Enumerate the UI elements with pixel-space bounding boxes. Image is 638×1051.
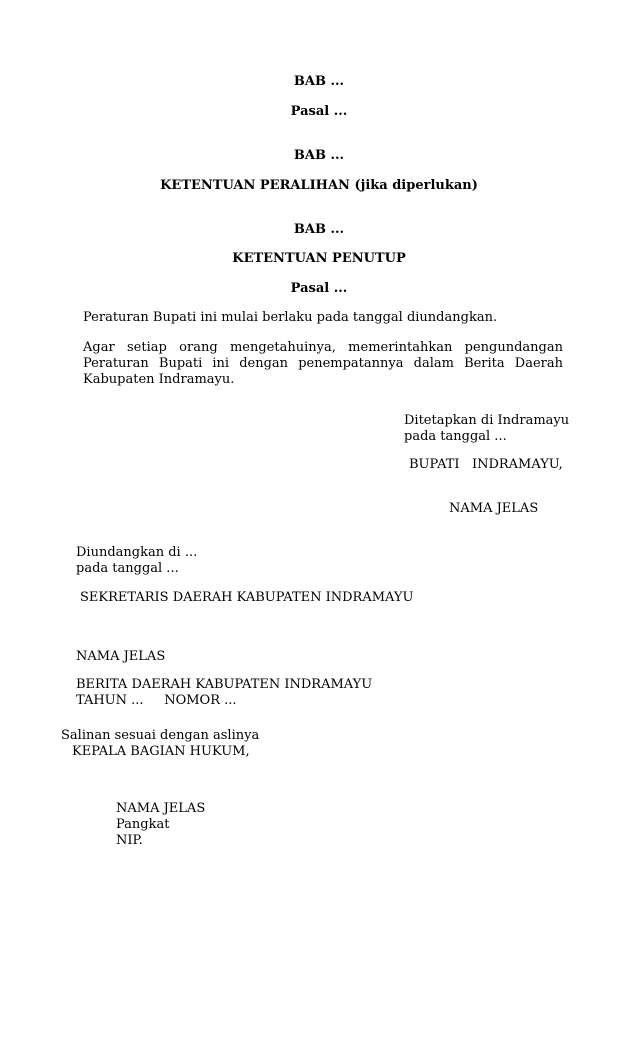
paragraph-berlaku: Peraturan Bupati ini mulai berlaku pada tanggal diundangkan. <box>83 310 498 325</box>
kabag-nip: NIP. <box>116 833 143 848</box>
kabag-signature-block <box>116 801 205 849</box>
ketentuan-peralihan-heading: KETENTUAN PERALIHAN (jika diperlukan) <box>160 178 478 193</box>
paragraph-pengundangan: Agar setiap orang mengetahuinya, memerintahkan pengundangan Peraturan Bupati ini dengan penempatannya dalam Berita Daerah Kabupaten Indramayu. <box>83 340 563 387</box>
bupati-name: NAMA JELAS <box>449 501 539 516</box>
ketentuan-penutup-heading: KETENTUAN PENUTUP <box>232 251 406 266</box>
berita-daerah-block <box>76 677 372 709</box>
tahun-nomor: TAHUN ... NOMOR ... <box>76 693 237 708</box>
bupati-office: BUPATI INDRAMAYU, <box>409 457 563 472</box>
salinan-line: Salinan sesuai dengan aslinya <box>61 728 260 743</box>
kepala-bagian-hukum: KEPALA BAGIAN HUKUM, <box>72 744 250 759</box>
ditetapkan-block <box>404 413 569 445</box>
ditetapkan-date: pada tanggal ... <box>404 429 507 444</box>
sekda-office: SEKRETARIS DAERAH KABUPATEN INDRAMAYU <box>80 590 414 605</box>
diundangkan-date: pada tanggal ... <box>76 561 179 576</box>
kabag-rank: Pangkat <box>116 817 170 832</box>
sekda-name: NAMA JELAS <box>76 649 166 664</box>
bab-heading-3: BAB ... <box>293 222 345 237</box>
pasal-heading-1: Pasal ... <box>290 104 348 119</box>
pasal-heading-2: Pasal ... <box>290 281 348 296</box>
bab-heading-1: BAB ... <box>293 74 345 89</box>
berita-daerah-title: BERITA DAERAH KABUPATEN INDRAMAYU <box>76 677 373 692</box>
bab-heading-2: BAB ... <box>293 148 345 163</box>
diundangkan-block <box>76 545 197 577</box>
diundangkan-place: Diundangkan di ... <box>76 545 198 560</box>
kabag-name: NAMA JELAS <box>116 801 206 816</box>
ditetapkan-place: Ditetapkan di Indramayu <box>404 413 570 428</box>
